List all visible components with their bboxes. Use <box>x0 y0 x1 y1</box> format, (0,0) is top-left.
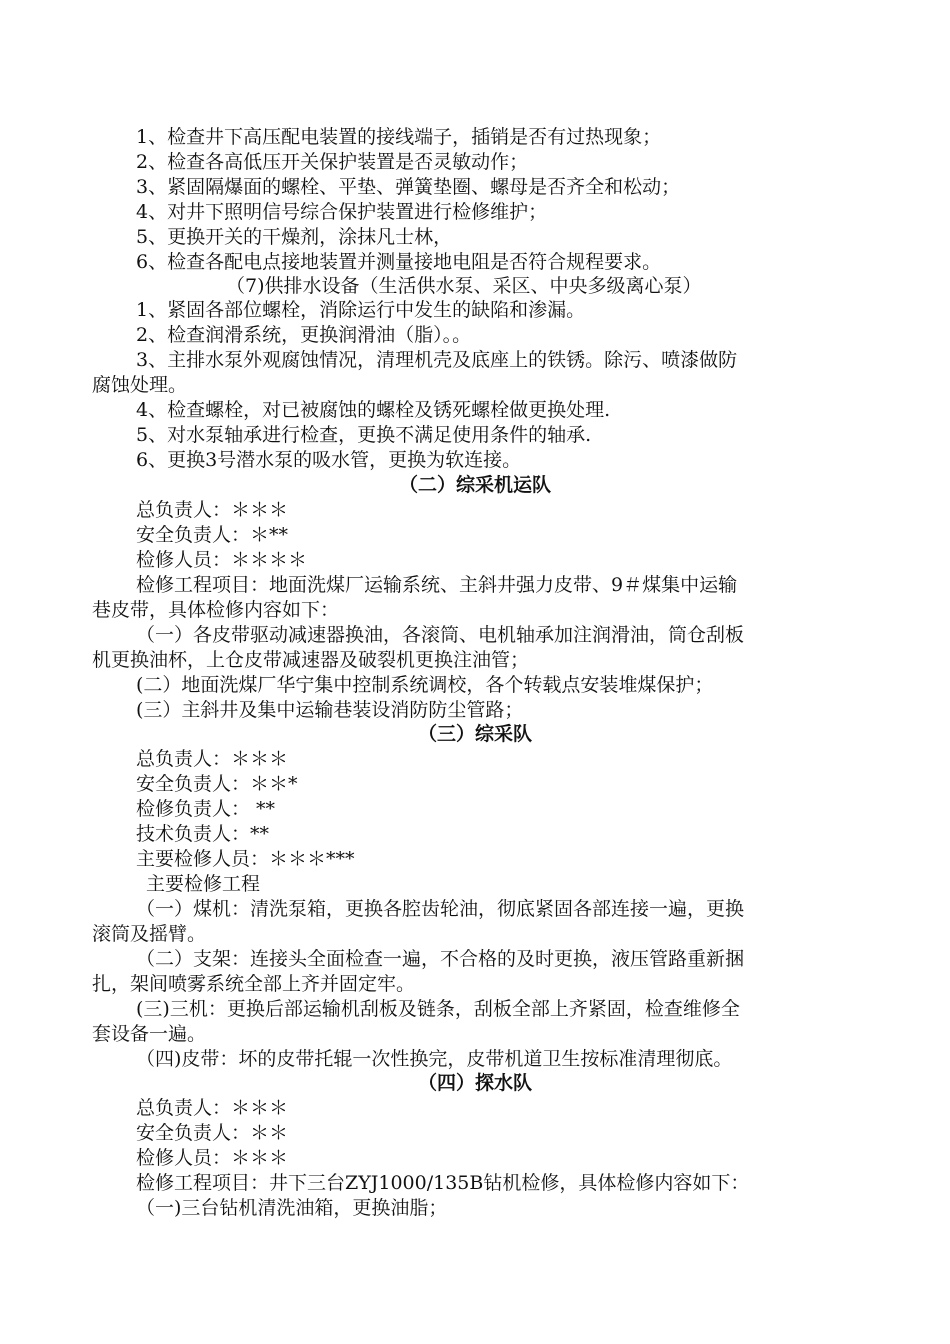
text-line: (三）主斜井及集中运输巷装设消防防尘管路； <box>136 699 524 721</box>
text-line: （一）煤机：清洗泵箱，更换各腔齿轮油，彻底紧固各部连接一遍，更换 <box>136 898 745 920</box>
text-line: 扎，架间喷雾系统全部上齐并固定牢。 <box>92 973 416 995</box>
text-line: 1、紧固各部位螺栓，消除运行中发生的缺陷和渗漏。 <box>136 299 586 321</box>
text-line: 6、更换3号潜水泵的吸水管，更换为软连接。 <box>136 449 522 471</box>
text-line: 总负责人：＊＊＊ <box>136 499 289 521</box>
text-line: 4、检查螺栓，对已被腐蚀的螺栓及锈死螺栓做更换处理. <box>136 399 611 421</box>
text-line: 安全负责人：＊** <box>136 524 289 546</box>
text-line: 检修人员：＊＊＊ <box>136 1147 289 1169</box>
text-line: 2、检查各高低压开关保护装置是否灵敏动作； <box>136 151 529 173</box>
section-heading: （四）探水队 <box>417 1072 532 1094</box>
text-line: 检修负责人： ** <box>136 798 276 820</box>
text-line: 5、更换开关的干燥剂，涂抹凡士林， <box>136 226 453 248</box>
text-line: 总负责人：＊＊＊ <box>136 748 289 770</box>
text-line: 4、对井下照明信号综合保护装置进行检修维护； <box>136 201 548 223</box>
text-line: 技术负责人：** <box>136 823 270 845</box>
text-line: 套设备一遍。 <box>92 1023 207 1045</box>
text-line: 3、主排水泵外观腐蚀情况，清理机壳及底座上的铁锈。除污、喷漆做防 <box>136 349 738 371</box>
text-line: 巷皮带，具体检修内容如下： <box>92 599 340 621</box>
text-line: 6、检查各配电点接地装置并测量接地电阻是否符合规程要求。 <box>136 251 662 273</box>
text-line: 主要检修人员：＊＊＊*** <box>136 848 355 870</box>
text-line: （四)皮带：坏的皮带托辊一次性换完，皮带机道卫生按标准清理彻底。 <box>136 1048 733 1070</box>
text-line: （二）支架：连接头全面检查一遍，不合格的及时更换，液压管路重新捆 <box>136 948 745 970</box>
text-line: 3、紧固隔爆面的螺栓、平垫、弹簧垫圈、螺母是否齐全和松动； <box>136 176 681 198</box>
text-line: （一)三台钻机清洗油箱，更换油脂； <box>136 1197 448 1219</box>
text-line: 检修人员：＊＊＊＊ <box>136 549 308 571</box>
text-line: 腐蚀处理。 <box>92 374 188 396</box>
text-line: 1、检查井下高压配电装置的接线端子，插销是否有过热现象； <box>136 126 662 148</box>
text-line: 总负责人：＊＊＊ <box>136 1097 289 1119</box>
section-heading: （二）综采机运队 <box>398 474 551 496</box>
section-title: （7)供排水设备（生活供水泵、采区、中央多级离心泵） <box>226 275 702 297</box>
text-line: 主要检修工程 <box>146 873 261 895</box>
text-line: (二）地面洗煤厂华宁集中控制系统调校，各个转载点安装堆煤保护； <box>136 674 714 696</box>
text-line: 机更换油杯，上仓皮带减速器及破裂机更换注油管； <box>92 649 530 671</box>
text-line: 检修工程项目：地面洗煤厂运输系统、主斜井强力皮带、9＃煤集中运输 <box>136 574 738 596</box>
text-line: 滚筒及摇臂。 <box>92 923 207 945</box>
text-line: (三)三机：更换后部运输机刮板及链条，刮板全部上齐紧固，检查维修全 <box>136 998 740 1020</box>
text-line: 安全负责人：＊＊* <box>136 773 298 795</box>
text-line: 检修工程项目：井下三台ZYJ1000/135B钻机检修，具体检修内容如下： <box>136 1172 750 1194</box>
text-line: 5、对水泵轴承进行检查，更换不满足使用条件的轴承. <box>136 424 592 446</box>
text-line: 2、检查润滑系统，更换润滑油（脂）。。 <box>136 324 472 346</box>
text-line: 安全负责人：＊＊ <box>136 1122 289 1144</box>
text-line: （一）各皮带驱动减速器换油，各滚筒、电机轴承加注润滑油，筒仓刮板 <box>136 624 745 646</box>
section-heading: （三）综采队 <box>417 723 532 745</box>
